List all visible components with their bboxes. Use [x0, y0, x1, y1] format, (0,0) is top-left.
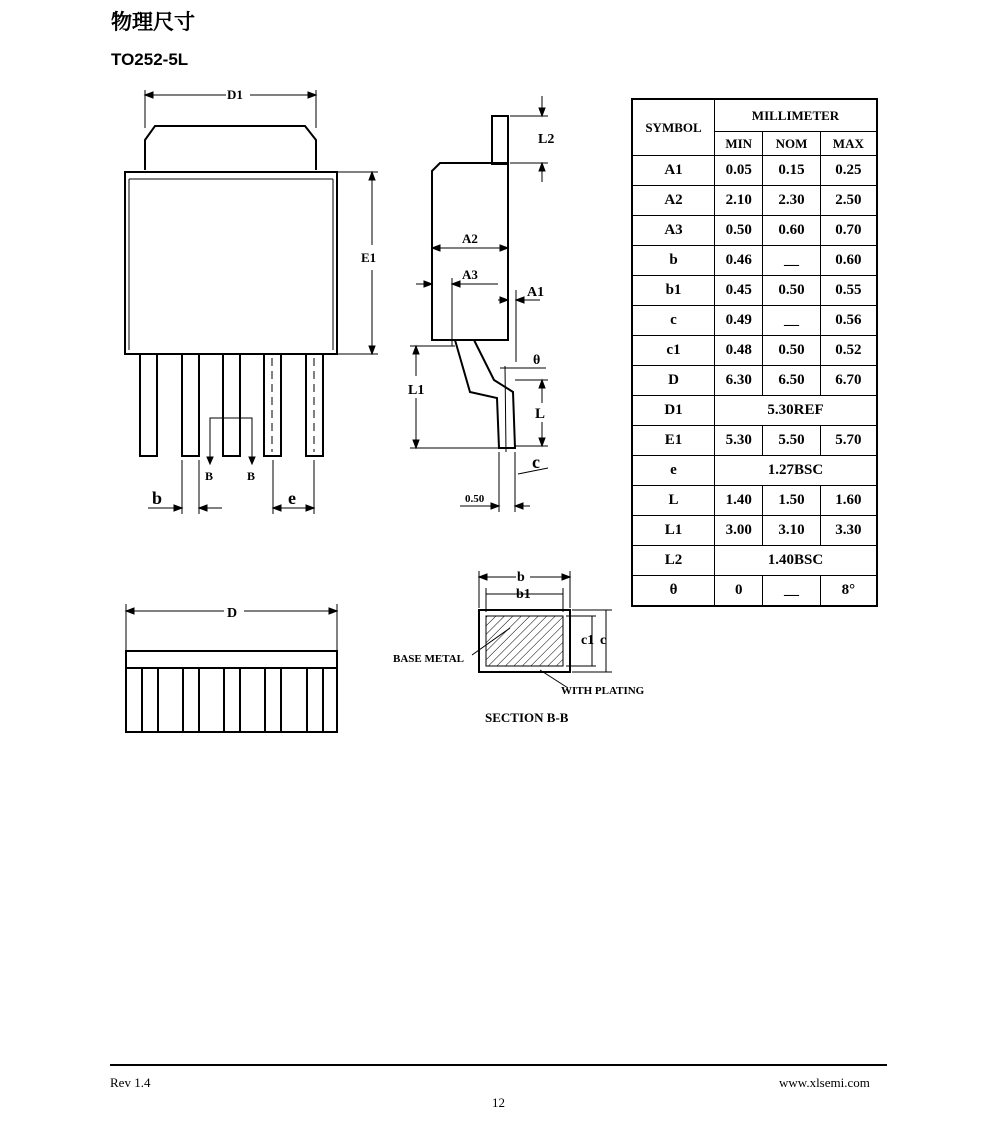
table-row [632, 396, 877, 426]
cell-nom: 0.50 [763, 336, 820, 366]
table-row [632, 336, 877, 366]
dimensions-table [631, 98, 878, 607]
label-d: D [227, 606, 238, 621]
table-row [632, 306, 877, 336]
cell-max: 0.55 [820, 276, 877, 306]
footer-divider [110, 1064, 887, 1066]
table-row [632, 456, 877, 486]
package-name: TO252-5L [111, 50, 189, 69]
label-c-section: c [600, 633, 607, 648]
cell-nom: 6.50 [763, 366, 820, 396]
table-row [632, 216, 877, 246]
cell-symbol: L [632, 486, 715, 516]
cell-symbol: L2 [632, 546, 715, 576]
label-e: e [288, 488, 296, 508]
cell-min: 3.00 [715, 516, 763, 546]
section-b-b [472, 571, 612, 688]
cell-nom: 1.50 [763, 486, 820, 516]
side-view [410, 96, 548, 512]
label-base-metal: BASE METAL [393, 653, 465, 665]
cell-nom: 3.10 [763, 516, 820, 546]
cell-min: 0 [715, 576, 763, 607]
top-view [125, 90, 378, 514]
page-heading: 物理尺寸 [111, 10, 195, 34]
cell-min: 0.50 [715, 216, 763, 246]
cell-max: 0.25 [820, 156, 877, 186]
cell-min: 0.45 [715, 276, 763, 306]
cell-min: 5.30 [715, 426, 763, 456]
cell-symbol: D1 [632, 396, 715, 426]
min-header: MIN [715, 132, 763, 156]
cell-min: 1.40 [715, 486, 763, 516]
front-view [126, 604, 337, 732]
cell-min: 2.10 [715, 186, 763, 216]
cell-nom: 0.50 [763, 276, 820, 306]
table-row [632, 516, 877, 546]
table-row [632, 246, 877, 276]
cell-symbol: b1 [632, 276, 715, 306]
cell-max: 3.30 [820, 516, 877, 546]
cell-symbol: c1 [632, 336, 715, 366]
label-l: L [535, 406, 546, 422]
cell-symbol: A3 [632, 216, 715, 246]
cell-max: 8° [820, 576, 877, 607]
cell-span-value: 1.40BSC [715, 546, 878, 576]
label-c1: c1 [581, 633, 595, 648]
cell-min: 0.48 [715, 336, 763, 366]
label-a2: A2 [462, 231, 478, 246]
table-row [632, 186, 877, 216]
revision-label: Rev 1.4 [110, 1075, 151, 1090]
cell-min: 0.46 [715, 246, 763, 276]
cell-max: 1.60 [820, 486, 877, 516]
table-row [632, 156, 877, 186]
label-b1: b1 [516, 587, 531, 602]
cell-nom: 0.60 [763, 216, 820, 246]
label-with-plating: WITH PLATING [561, 685, 645, 697]
table-row [632, 276, 877, 306]
label-a1: A1 [527, 285, 545, 300]
label-e1: E1 [361, 250, 377, 265]
label-b-left: B [205, 469, 214, 483]
cell-min: 6.30 [715, 366, 763, 396]
label-b-right: B [247, 469, 256, 483]
cell-max: 0.60 [820, 246, 877, 276]
label-theta: θ [533, 353, 541, 368]
table-header-row [632, 99, 877, 132]
table-row [632, 486, 877, 516]
max-header: MAX [820, 132, 877, 156]
cell-max: 5.70 [820, 426, 877, 456]
nom-header: NOM [763, 132, 820, 156]
cell-symbol: L1 [632, 516, 715, 546]
cell-nom: 5.50 [763, 426, 820, 456]
cell-symbol: c [632, 306, 715, 336]
cell-nom: __ [763, 246, 820, 276]
table-row [632, 576, 877, 607]
cell-max: 0.52 [820, 336, 877, 366]
table-row [632, 366, 877, 396]
cell-nom: 2.30 [763, 186, 820, 216]
cell-symbol: A1 [632, 156, 715, 186]
unit-header: MILLIMETER [715, 99, 878, 132]
cell-symbol: A2 [632, 186, 715, 216]
table-row [632, 426, 877, 456]
cell-symbol: e [632, 456, 715, 486]
label-l1: L1 [408, 383, 425, 398]
label-a3: A3 [462, 267, 478, 282]
cell-nom: __ [763, 576, 820, 607]
cell-nom: __ [763, 306, 820, 336]
table-row [632, 546, 877, 576]
symbol-header: SYMBOL [632, 99, 715, 156]
label-section-bb: SECTION B-B [485, 710, 569, 725]
cell-symbol: D [632, 366, 715, 396]
label-b: b [152, 488, 163, 508]
label-c: c [532, 452, 540, 472]
cell-symbol: b [632, 246, 715, 276]
page-number: 12 [492, 1095, 505, 1110]
cell-span-value: 1.27BSC [715, 456, 878, 486]
label-b-section: b [517, 570, 525, 585]
cell-symbol: E1 [632, 426, 715, 456]
cell-nom: 0.15 [763, 156, 820, 186]
cell-symbol: θ [632, 576, 715, 607]
label-pitch-050: 0.50 [465, 493, 485, 505]
cell-min: 0.05 [715, 156, 763, 186]
website-link[interactable]: www.xlsemi.com [779, 1075, 870, 1090]
cell-min: 0.49 [715, 306, 763, 336]
cell-max: 0.70 [820, 216, 877, 246]
cell-span-value: 5.30REF [715, 396, 878, 426]
cell-max: 2.50 [820, 186, 877, 216]
label-d1: D1 [227, 87, 243, 102]
label-l2: L2 [538, 132, 555, 147]
cell-max: 6.70 [820, 366, 877, 396]
cell-max: 0.56 [820, 306, 877, 336]
